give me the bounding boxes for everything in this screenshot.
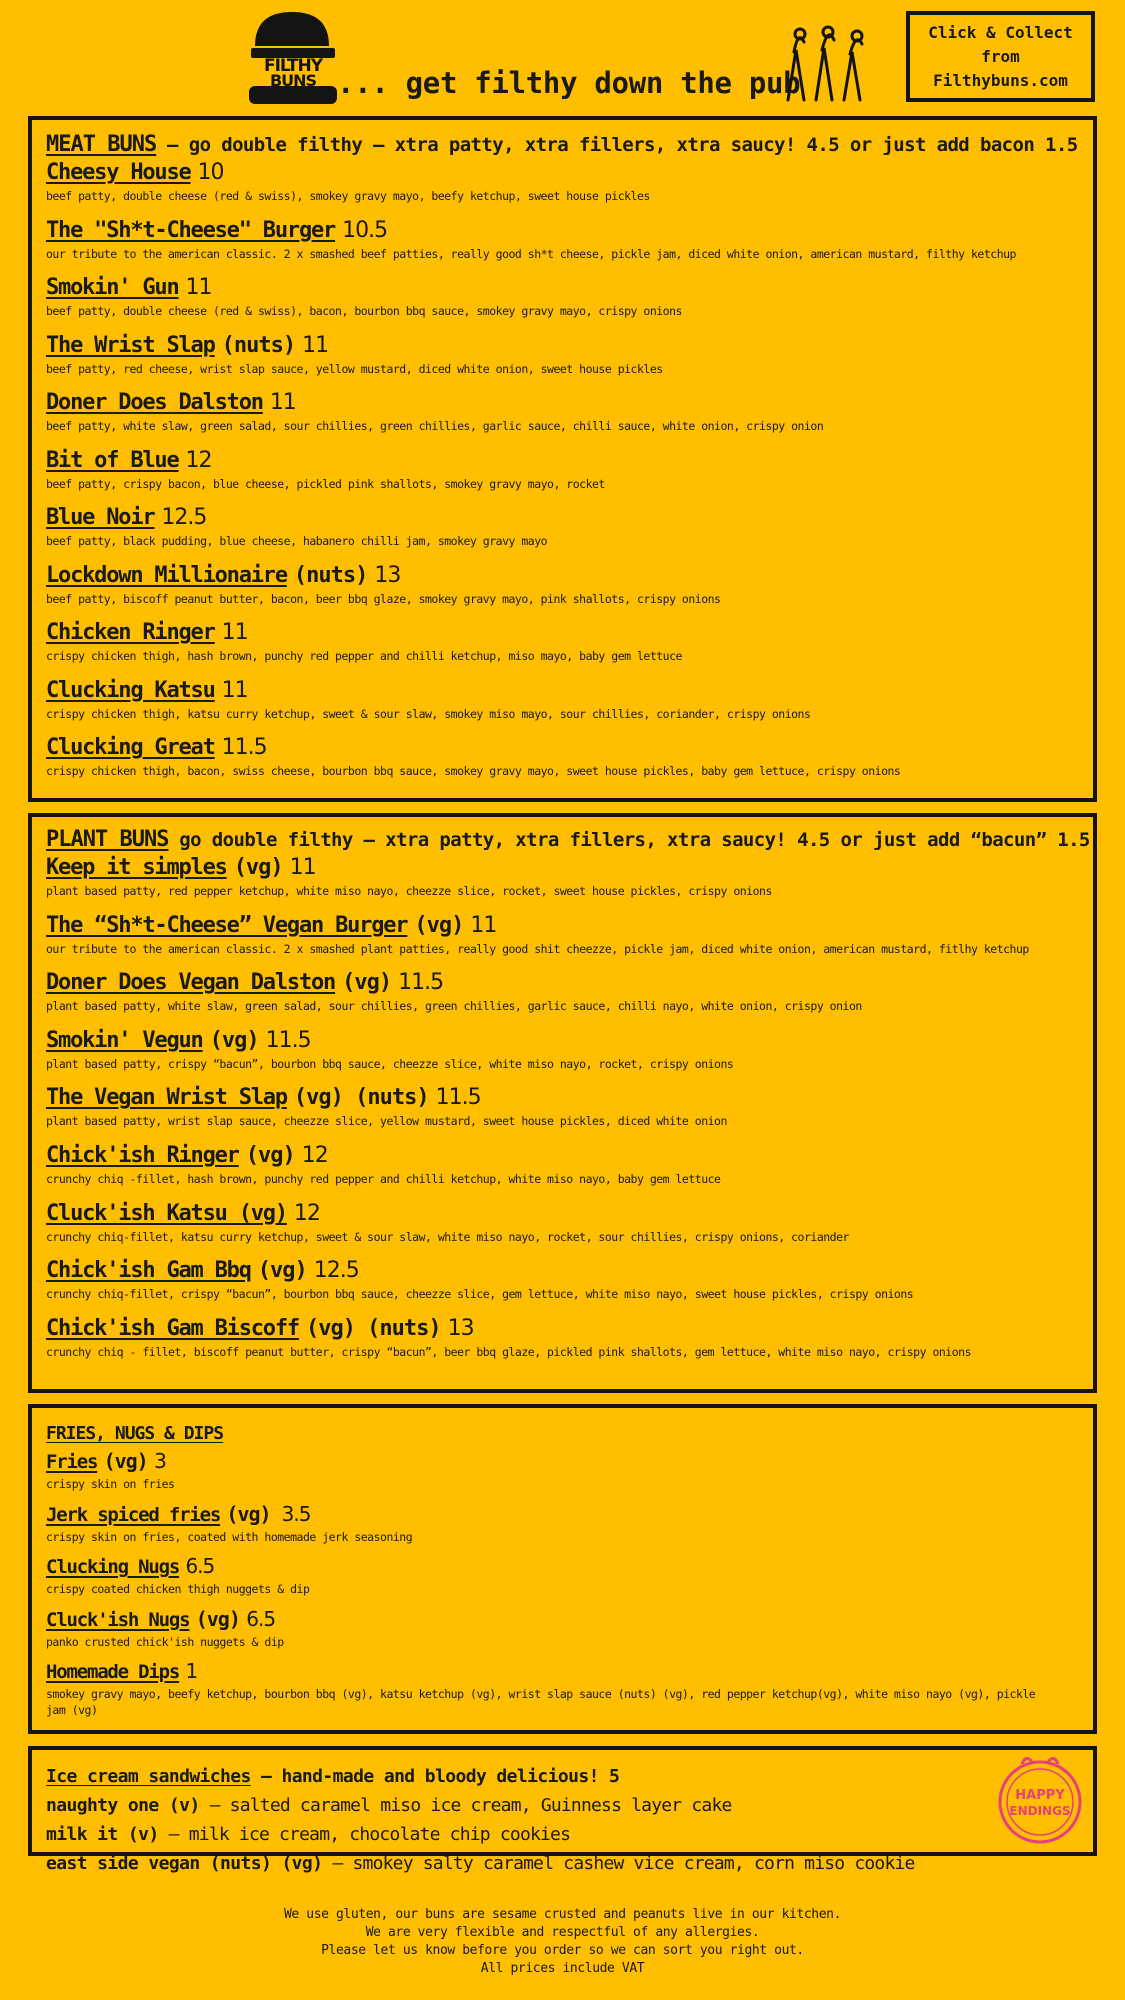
- click-and-collect-box[interactable]: [906, 11, 1095, 102]
- item-name: milk it (v): [46, 1824, 159, 1845]
- section-heading: Ice cream sandwiches – hand-made and bloody delicious! 5: [46, 1766, 620, 1787]
- item-name: naughty one (v): [46, 1795, 200, 1816]
- item-price: 6.5: [246, 1606, 276, 1631]
- item-price: 6.5: [185, 1554, 215, 1578]
- menu-item: [46, 158, 1079, 216]
- item-title-line: [46, 1605, 1079, 1634]
- item-price: 11: [221, 620, 248, 645]
- item-name: Smokin' Gun: [46, 275, 179, 300]
- section-heading: FRIES, NUGS & DIPS: [46, 1423, 224, 1444]
- item-title-line: [46, 1026, 1079, 1056]
- item-title-line: [46, 561, 1079, 591]
- item-title-line: [46, 618, 1079, 648]
- stick-figures-icon: [780, 20, 870, 105]
- menu-item: [46, 1141, 1079, 1199]
- menu-item: [46, 1791, 1079, 1820]
- item-tag: (vg) (nuts): [293, 1085, 429, 1111]
- item-title-line: [46, 503, 1079, 533]
- item-name: The Wrist Slap: [46, 332, 215, 358]
- item-price: 11: [289, 855, 316, 880]
- allergy-footer: [0, 1906, 1125, 1978]
- item-title-line: [46, 853, 1079, 883]
- section-heading: PLANT BUNS go double filthy – xtra patty, xtra fillers, xtra saucy! 4.5 or just add “bacun” 1.5: [46, 827, 1090, 852]
- menu-item: [46, 1605, 1079, 1658]
- item-description: crispy skin on fries, coated with homemade jerk seasoning: [46, 1529, 413, 1544]
- item-title-line: [46, 216, 1079, 246]
- item-description: our tribute to the american classic. 2 x smashed beef patties, really good sh*t cheese, pickle jam, diced white onion, american mustard, filthy ketchup: [46, 246, 1016, 261]
- item-description: our tribute to the american classic. 2 x smashed plant patties, really good shit cheezze, pickle jam, diced white onion, american mustard, fitlhy ketchup: [46, 941, 1029, 956]
- item-description: beef patty, black pudding, blue cheese, habanero chilli jam, smokey gravy mayo: [46, 534, 548, 548]
- item-name: Cluck'ish Nugs: [46, 1608, 190, 1631]
- item-name: Fries: [46, 1451, 98, 1473]
- item-tag: (nuts): [221, 332, 296, 358]
- item-price: 11: [470, 912, 497, 938]
- menu-item: [46, 503, 1079, 561]
- item-description: beef patty, red cheese, wrist slap sauce, yellow mustard, diced white onion, sweet house pickles: [46, 361, 663, 376]
- svg-text:ENDINGS: ENDINGS: [1009, 1804, 1071, 1818]
- menu-header: [0, 0, 1125, 115]
- item-title-line: [46, 968, 1079, 998]
- item-description: smokey gravy mayo, beefy ketchup, bourbon bbq (vg), katsu ketchup (vg), wrist slap sauce (nuts) (vg), red pepper ketchup(vg), white miso nayo (vg), pickle jam (vg): [46, 1687, 1036, 1717]
- item-description: panko crusted chick'ish nuggets & dip: [46, 1634, 284, 1649]
- item-title-line: [46, 388, 1079, 418]
- item-price: 12: [293, 1200, 320, 1226]
- item-description: beef patty, crispy bacon, blue cheese, pickled pink shallots, smokey gravy mayo, rocket: [46, 476, 605, 491]
- item-description: crunchy chiq - fillet, biscoff peanut butter, crispy “bacun”, beer bbq glaze, pickled pink shallots, gem lettuce, white miso nayo, crispy onions: [46, 1344, 971, 1359]
- item-tag: (vg): [257, 1258, 307, 1284]
- svg-text:FILTHY: FILTHY: [263, 56, 323, 76]
- item-name: Chick'ish Ringer: [46, 1142, 239, 1168]
- menu-item: [46, 1199, 1079, 1257]
- item-price: 12: [301, 1142, 328, 1168]
- menu-item: [46, 273, 1079, 331]
- item-tag: (vg): [209, 1027, 259, 1053]
- tagline: ... get filthy down the pub: [337, 66, 801, 100]
- menu-item: [46, 1820, 1079, 1849]
- meat-items: [46, 158, 1079, 791]
- item-tag: (vg): [414, 912, 464, 938]
- item-name: Clucking Great: [46, 735, 215, 760]
- collect-line-2: from: [981, 46, 1020, 66]
- menu-item: [46, 676, 1079, 734]
- item-price: 12: [185, 447, 212, 473]
- item-description: crispy coated chicken thigh nuggets & dip: [46, 1582, 310, 1596]
- menu-item: [46, 446, 1079, 504]
- footer-line: All prices include VAT: [480, 1961, 645, 1976]
- item-title-line: [46, 1256, 1079, 1286]
- item-price: 10: [197, 160, 224, 185]
- item-description: – milk ice cream, chocolate chip cookies: [158, 1824, 571, 1845]
- menu-item: [46, 1256, 1079, 1314]
- item-name: Clucking Katsu: [46, 677, 215, 703]
- menu-item: [46, 1447, 1079, 1500]
- item-title-line: [46, 733, 1079, 763]
- item-price: 11: [269, 390, 296, 415]
- item-title-line: [46, 273, 1079, 303]
- menu-item: [46, 1657, 1079, 1717]
- item-title-line: [46, 446, 1079, 476]
- menu-item: [46, 216, 1079, 274]
- menu-item: [46, 1026, 1079, 1084]
- menu-item: [46, 618, 1079, 676]
- item-tag: (vg): [233, 855, 283, 880]
- item-description: crispy chicken thigh, bacon, swiss cheese, bourbon bbq sauce, smokey gravy mayo, sweet house pickles, baby gem lettuce, crispy onions: [46, 764, 901, 778]
- item-description: crispy chicken thigh, katsu curry ketchup, sweet & sour slaw, smokey miso mayo, sour chillies, coriander, crispy onions: [46, 706, 811, 721]
- item-description: beef patty, double cheese (red & swiss), smokey gravy mayo, beefy ketchup, sweet house pickles: [46, 189, 650, 203]
- filthy-buns-logo: [245, 8, 340, 110]
- footer-line: We are very flexible and respectful of any allergies.: [365, 1925, 760, 1940]
- item-name: Cluck'ish Katsu (vg): [46, 1200, 287, 1226]
- item-description: plant based patty, crispy “bacun”, bourbon bbq sauce, cheezze slice, white miso nayo, rocket, crispy onions: [46, 1056, 734, 1071]
- item-name: The "Sh*t-Cheese" Burger: [46, 217, 336, 243]
- item-tag: (vg): [245, 1142, 295, 1168]
- svg-text:BUNS: BUNS: [269, 71, 317, 90]
- item-name: Keep it simples: [46, 855, 227, 880]
- ice-cream-section: [28, 1746, 1097, 1874]
- footer-line: Please let us know before you order so we can sort you right out.: [321, 1943, 804, 1958]
- item-name: Cheesy House: [46, 160, 191, 185]
- menu-item: [46, 733, 1079, 791]
- item-price: 11.5: [221, 735, 267, 760]
- item-tag: (vg) (nuts): [305, 1315, 441, 1341]
- menu-item: [46, 1083, 1079, 1141]
- item-description: beef patty, biscoff peanut butter, bacon, beer bbq glaze, smokey gravy mayo, pink shallots, crispy onions: [46, 591, 721, 606]
- item-price: 13: [447, 1315, 474, 1341]
- item-name: Bit of Blue: [46, 447, 179, 473]
- item-tag: (vg): [342, 970, 392, 996]
- item-name: Jerk spiced fries: [46, 1503, 221, 1526]
- menu-item: [46, 1552, 1079, 1605]
- item-name: Homemade Dips: [46, 1661, 180, 1683]
- item-name: Doner Does Dalston: [46, 390, 263, 415]
- item-title-line: [46, 1552, 1079, 1581]
- menu-item: [46, 1849, 1079, 1878]
- item-description: beef patty, double cheese (red & swiss), bacon, bourbon bbq sauce, smokey gravy mayo, crispy onions: [46, 304, 682, 318]
- item-title-line: [46, 1199, 1079, 1229]
- item-price: 3: [154, 1449, 166, 1473]
- item-tag: (nuts): [293, 562, 368, 588]
- menu-item: [46, 911, 1079, 969]
- plant-buns-section: [28, 813, 1097, 1393]
- item-price: 11: [221, 677, 248, 703]
- collect-line-3[interactable]: Filthybuns.com: [933, 70, 1068, 90]
- item-price: 10.5: [342, 217, 388, 243]
- fries-items: [46, 1447, 1079, 1717]
- item-name: The “Sh*t-Cheese” Vegan Burger: [46, 912, 408, 938]
- item-title-line: [46, 1141, 1079, 1171]
- item-title-line: [46, 158, 1079, 188]
- collect-line-1: Click & Collect: [928, 22, 1073, 42]
- item-name: The Vegan Wrist Slap: [46, 1085, 287, 1111]
- item-tag: (vg): [226, 1501, 282, 1526]
- item-price: 3.5: [281, 1501, 311, 1526]
- item-price: 13: [374, 562, 401, 588]
- item-name: Chicken Ringer: [46, 620, 215, 645]
- item-title-line: [46, 911, 1079, 941]
- item-price: 1: [185, 1659, 198, 1683]
- item-name: Smokin' Vegun: [46, 1027, 203, 1053]
- item-description: crunchy chiq-fillet, katsu curry ketchup, sweet & sour slaw, white miso nayo, rocket, sour chillies, crispy onions, coriander: [46, 1229, 849, 1244]
- menu-item: [46, 968, 1079, 1026]
- item-title-line: [46, 331, 1079, 361]
- item-tag: (vg): [195, 1606, 240, 1631]
- item-description: crispy chicken thigh, hash brown, punchy red pepper and chilli ketchup, miso mayo, baby gem lettuce: [46, 649, 682, 663]
- meat-buns-section: [28, 116, 1097, 802]
- item-tag: (vg): [103, 1449, 148, 1473]
- item-title-line: [46, 1657, 1079, 1686]
- fries-nugs-dips-section: [28, 1404, 1097, 1734]
- item-title-line: [46, 676, 1079, 706]
- item-description: crunchy chiq-fillet, crispy “bacun”, bourbon bbq sauce, cheezze slice, gem lettuce, white miso nayo, sweet house pickles, crispy onions: [46, 1287, 914, 1302]
- item-name: Chick'ish Gam Bbq: [46, 1258, 251, 1284]
- item-title-line: [46, 1447, 1079, 1476]
- happy-endings-stamp: [992, 1752, 1088, 1848]
- item-description: plant based patty, red pepper ketchup, white miso nayo, cheezze slice, rocket, sweet house pickles, crispy onions: [46, 884, 772, 898]
- item-description: crunchy chiq -fillet, hash brown, punchy red pepper and chilli ketchup, white miso nayo, baby gem lettuce: [46, 1171, 721, 1186]
- item-description: – salted caramel miso ice cream, Guinness layer cake: [199, 1795, 732, 1816]
- item-title-line: [46, 1314, 1079, 1344]
- item-name: Doner Does Vegan Dalston: [46, 970, 336, 996]
- menu-item: [46, 1314, 1079, 1372]
- item-description: – smokey salty caramel cashew vice cream, corn miso cookie: [322, 1853, 915, 1874]
- menu-item: [46, 388, 1079, 446]
- plant-items: [46, 853, 1079, 1371]
- item-price: 11.5: [398, 970, 444, 996]
- item-name: east side vegan (nuts) (vg): [46, 1853, 323, 1874]
- item-price: 11.5: [435, 1085, 481, 1111]
- icecream-items: [46, 1791, 1079, 1878]
- item-description: plant based patty, wrist slap sauce, cheezze slice, yellow mustard, sweet house pickles, diced white onion: [46, 1114, 727, 1129]
- item-description: crispy skin on fries: [46, 1477, 175, 1491]
- item-price: 11: [185, 275, 212, 300]
- section-heading: MEAT BUNS – go double filthy – xtra patty, xtra fillers, xtra saucy! 4.5 or just add bacon 1.5: [46, 132, 1078, 157]
- menu-item: [46, 853, 1079, 911]
- item-name: Blue Noir: [46, 505, 155, 530]
- footer-line: We use gluten, our buns are sesame crusted and peanuts live in our kitchen.: [284, 1907, 841, 1922]
- item-name: Lockdown Millionaire: [46, 562, 287, 588]
- item-name: Clucking Nugs: [46, 1556, 180, 1578]
- menu-item: [46, 1500, 1079, 1553]
- item-price: 11.5: [265, 1027, 311, 1053]
- item-name: Chick'ish Gam Biscoff: [46, 1315, 299, 1341]
- item-title-line: [46, 1500, 1079, 1529]
- menu-item: [46, 331, 1079, 389]
- item-description: plant based patty, white slaw, green salad, sour chillies, green chillies, garlic sauce, chilli nayo, white onion, crispy onion: [46, 999, 862, 1014]
- item-price: 12.5: [313, 1258, 359, 1284]
- svg-text:HAPPY: HAPPY: [1015, 1788, 1065, 1803]
- item-price: 12.5: [161, 505, 207, 530]
- item-title-line: [46, 1083, 1079, 1113]
- menu-item: [46, 561, 1079, 619]
- item-price: 11: [302, 332, 329, 358]
- item-description: beef patty, white slaw, green salad, sour chillies, green chillies, garlic sauce, chilli sauce, white onion, crispy onion: [46, 419, 824, 433]
